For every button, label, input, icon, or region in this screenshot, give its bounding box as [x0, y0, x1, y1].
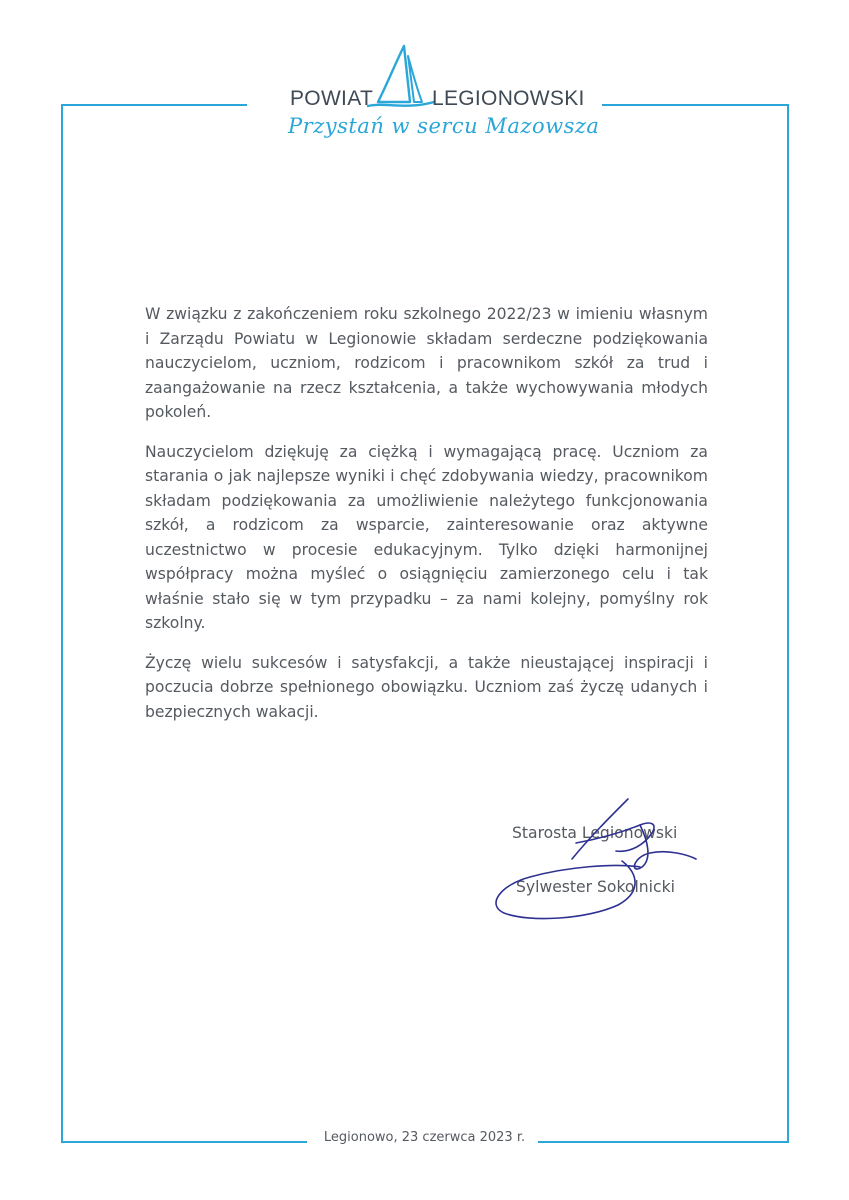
signatory-title: Starosta Legionowski — [512, 824, 678, 842]
frame-top-right — [602, 104, 788, 106]
frame-left — [61, 104, 63, 1142]
frame-right — [787, 104, 789, 1142]
signatory-name: Sylwester Sokolnicki — [516, 878, 675, 896]
logo-word-left: POWIAT — [290, 87, 374, 110]
frame-top-left — [61, 104, 247, 106]
paragraph-2: Nauczycielom dziękuję za ciężką i wymagającą pracę. Uczniom za starania o jak najlepsze wyniki i chęć zdobywania wiedzy, pracownikom składam podziękowania za umożliwienie należytego funkcjonowania szkół, a rodzicom za wsparcie, zainteresowanie oraz aktywne uczestnictwo w procesie edukacyjnym. Tylko dzięki harmonijnej współpracy można myśleć o osiągnięciu zamierzonego celu i tak właśnie stało się w tym przypadku – za nami kolejny, pomyślny rok szkolny. — [145, 442, 708, 632]
tagline: Przystań w sercu Mazowsza — [288, 114, 600, 138]
handwritten-signature — [490, 795, 705, 925]
letter-body — [145, 302, 708, 739]
logo-word-right: LEGIONOWSKI — [432, 87, 585, 110]
paragraph-1: W związku z zakończeniem roku szkolnego 2022/23 w imieniu własnym i Zarządu Powiatu w Legionowie składam serdeczne podziękowania nauczycielom, uczniom, rodzicom i pracownikom szkół za trud i zaangażowanie na rzecz kształcenia, a także wychowywania młodych pokoleń. — [145, 305, 708, 421]
footer-place-date: Legionowo, 23 czerwca 2023 r. — [323, 1130, 526, 1145]
paragraph-3: Życzę wielu sukcesów i satysfakcji, a także nieustającej inspiracji i poczucia dobrze spełnionego obowiązku. Uczniom zaś życzę udanych i bezpiecznych wakacji. — [145, 653, 708, 721]
sailboat-icon — [366, 44, 436, 110]
